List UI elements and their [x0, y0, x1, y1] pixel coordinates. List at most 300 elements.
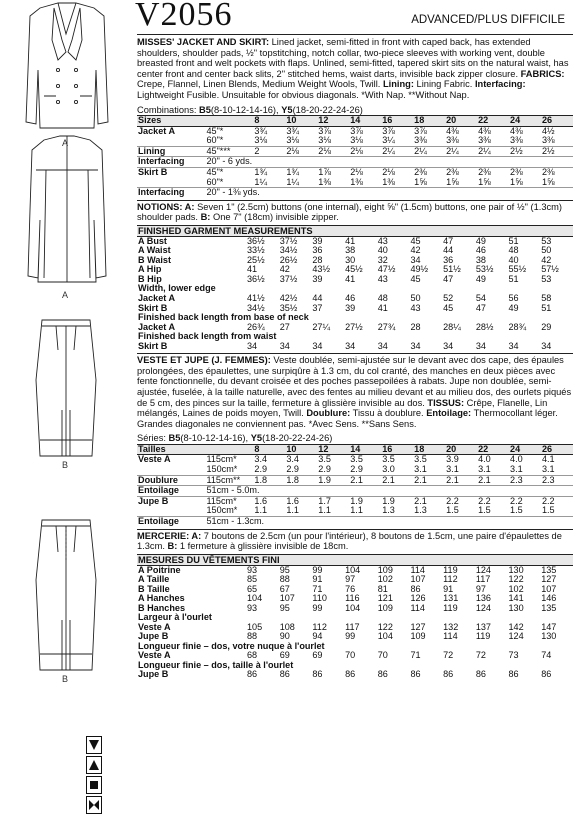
measurement-value: 45½	[345, 264, 363, 275]
measurement-value: 53½	[475, 264, 494, 275]
measurement-value: 119	[475, 631, 491, 642]
measurement-value: 39	[312, 235, 323, 246]
measurement-value: 50	[410, 293, 421, 303]
measurement-row	[137, 670, 573, 680]
measurement-value: 34	[410, 254, 421, 265]
skirt-back-drawing	[36, 520, 96, 670]
measurement-value: 107	[541, 583, 557, 594]
measurement-value: 116	[345, 593, 360, 604]
measurement-value: 28	[312, 254, 323, 265]
yardage-value: 3⅞	[382, 125, 395, 136]
measurement-value: 34	[279, 340, 290, 351]
measurement-value: 86	[541, 669, 552, 680]
measurement-value: 97	[345, 574, 356, 585]
yardage-value: 3.5	[318, 454, 331, 465]
measurement-value: 30	[345, 254, 356, 265]
measurement-value: 43	[377, 273, 388, 284]
measurement-value: 28	[410, 321, 421, 332]
longueur-nuque-title: Longueur finie – dos, votre nuque à l'ourlet	[138, 640, 325, 651]
measurement-value: 71	[410, 650, 421, 661]
measurement-value: 42	[279, 264, 290, 275]
triangle-down-icon	[86, 736, 102, 754]
metrage-table	[137, 444, 573, 527]
measurement-value: 70	[377, 650, 388, 661]
yardage-value: 2⅛	[349, 167, 381, 177]
measurement-value: 86	[410, 669, 421, 680]
measurement-row	[137, 265, 573, 275]
measurement-value: 43	[377, 235, 388, 246]
measurement-value: 117	[475, 574, 491, 585]
measurement-value: 37	[312, 302, 323, 313]
size-header-cell: 14	[349, 115, 381, 126]
size-header-cell: 8	[253, 115, 285, 126]
yardage-row	[137, 188, 573, 198]
measurement-value: 34	[475, 340, 486, 351]
measurement-value: 110	[312, 593, 327, 604]
measurement-row	[137, 342, 573, 352]
measurement-value: 37½	[279, 235, 298, 246]
measurement-value: 130	[541, 631, 557, 642]
measurement-label: A Waist	[138, 245, 171, 256]
measurement-value: 69	[279, 650, 290, 661]
yardage-value: 2½	[541, 146, 573, 157]
fabric-width: 45"*	[206, 125, 224, 136]
yardage-value: 2.9	[350, 463, 363, 474]
yardage-value: 3⅞	[350, 125, 363, 136]
measurement-value: 141	[508, 593, 524, 604]
yardage-value: 2.9	[318, 463, 331, 474]
yardage-value: 1.8	[253, 475, 285, 486]
yardage-row	[137, 486, 573, 497]
yardage-value: 4⅜	[446, 125, 459, 136]
measurement-value: 69	[312, 650, 323, 661]
pattern-number: V2056	[135, 0, 233, 33]
yardage-value: 2.1	[413, 475, 445, 486]
yardage-value: 3⅛	[286, 135, 299, 146]
finished-measurements-table	[137, 237, 573, 285]
measurement-value: 91	[443, 583, 454, 594]
measurement-value: 35½	[279, 302, 298, 313]
yardage-value: 1.3	[382, 505, 395, 516]
fabric-width: 45"***	[205, 146, 253, 157]
symbol-strip	[86, 736, 100, 816]
yardage-value: 1¾	[253, 167, 285, 177]
back-length-waist-title: Finished back length from waist	[138, 331, 277, 342]
yardage-value: 3⅞	[318, 125, 331, 136]
measurement-value: 46	[475, 245, 486, 256]
size-header-cell: 20	[445, 444, 477, 455]
yardage-value: 3.9	[446, 454, 459, 465]
yardage-row	[137, 506, 573, 516]
yardage-value: 2¼	[381, 146, 413, 157]
yardage-value: 2.3	[541, 475, 573, 486]
measurement-value: 73	[508, 650, 519, 661]
measurement-value: 55½	[508, 264, 527, 275]
measurement-value: 85	[247, 574, 258, 585]
row-label: Interfacing	[137, 157, 205, 168]
measurement-value: 107	[410, 574, 426, 585]
measurement-value: 117	[345, 621, 360, 632]
measurement-value: 49	[475, 273, 486, 284]
measurement-value: 86	[377, 669, 388, 680]
yardage-value: 3.0	[382, 463, 395, 474]
measurement-value: 53	[541, 235, 552, 246]
yardage-value: 2⅛	[381, 167, 413, 177]
size-header-cell	[205, 444, 253, 455]
measurement-value: 104	[345, 602, 361, 613]
size-header-cell: 18	[413, 115, 445, 126]
measurement-row	[137, 623, 573, 633]
measurement-value: 121	[377, 593, 393, 604]
measurement-value: 34	[508, 340, 519, 351]
measurement-value: 86	[247, 669, 258, 680]
yardage-value: 1⅜	[382, 176, 395, 187]
measurement-value: 25½	[247, 254, 265, 265]
yardage-value: 3.1	[510, 463, 523, 474]
yardage-value: 3.4	[286, 454, 299, 465]
yardage-value: 1.5	[446, 505, 459, 516]
measurement-value: 47	[443, 235, 454, 246]
yardage-value: 4⅜	[510, 125, 523, 136]
measurement-value: 71	[312, 583, 323, 594]
row-label	[137, 136, 205, 146]
size-header-cell: 12	[317, 444, 349, 455]
yardage-value: 3.1	[446, 463, 459, 474]
measurement-value: 36½	[247, 273, 265, 284]
measurement-value: 109	[377, 564, 393, 575]
measurement-value: 130	[508, 564, 524, 575]
yardage-value: 4.0	[510, 454, 523, 465]
longueur-taille-table	[137, 670, 573, 680]
fabric-width: 20" - 1⅜ yds.	[205, 188, 573, 198]
row-label: Interfacing	[137, 188, 205, 198]
measurement-value: 86	[443, 669, 454, 680]
size-header-cell: 8	[253, 444, 285, 455]
yardage-value: 1⅞	[317, 167, 349, 177]
yardage-value: 2⅜	[477, 167, 509, 177]
measurement-value: 102	[508, 583, 524, 594]
measurement-value: 124	[508, 631, 524, 642]
yardage-value: 3⅜	[510, 135, 523, 146]
fabric-width: 60"*	[206, 176, 224, 187]
yardage-value: 3.1	[478, 463, 491, 474]
yardage-value: 1⅝	[414, 176, 427, 187]
yardage-value: 2.9	[286, 463, 299, 474]
measurement-label: Jacket A	[138, 321, 176, 332]
yardage-value: 3.1	[414, 463, 427, 474]
largeur-title: Largeur à l'ourlet	[138, 612, 212, 623]
measurement-value: 44	[443, 245, 454, 256]
yardage-value: 2.2	[445, 496, 477, 506]
yardage-value: 2¼	[413, 146, 445, 157]
yardage-table	[137, 115, 573, 198]
measurement-value: 26¾	[247, 321, 265, 332]
measurement-value: 127	[541, 574, 557, 585]
yardage-value: 1⅝	[446, 176, 459, 187]
mesures-table	[137, 566, 573, 614]
measurement-value: 49½	[410, 264, 429, 275]
yardage-value: 1.8	[285, 475, 317, 486]
measurement-value: 36	[443, 254, 454, 265]
measurement-value: 142	[508, 621, 524, 632]
technical-drawings	[0, 0, 132, 812]
measurement-value: 27	[279, 321, 290, 332]
yardage-value: 2.2	[541, 496, 573, 506]
measurement-value: 135	[541, 564, 557, 575]
fabric-width: 115cm*	[205, 496, 253, 506]
measurement-label: A Poitrine	[138, 564, 181, 575]
measurement-value: 104	[345, 564, 361, 575]
measurement-value: 146	[541, 593, 557, 604]
yardage-value: 3¾	[286, 125, 299, 136]
measurement-value: 124	[475, 602, 491, 613]
yardage-value: 1⅝	[510, 176, 523, 187]
measurement-value: 65	[247, 583, 258, 594]
measurement-value: 86	[410, 583, 421, 594]
measurement-value: 51	[541, 302, 552, 313]
row-label: Jacket A	[138, 125, 176, 136]
yardage-value: 1¼	[286, 176, 299, 187]
fabric-width: 150cm*	[206, 463, 238, 474]
yardage-value: 3.5	[382, 454, 395, 465]
measurement-value: 109	[377, 602, 393, 613]
yardage-value: 1.9	[381, 496, 413, 506]
yardage-value: 3.5	[414, 454, 427, 465]
measurement-value: 47½	[377, 264, 396, 275]
measurement-value: 56	[508, 293, 519, 303]
fabric-width: 115cm**	[205, 475, 253, 486]
yardage-row	[137, 465, 573, 475]
measurement-value: 34	[410, 340, 421, 351]
jacket-front-drawing	[26, 3, 108, 128]
skirt-front-label: B	[62, 460, 69, 470]
yardage-value: 1⅝	[478, 176, 491, 187]
yardage-value: 3.1	[541, 463, 555, 474]
skirt-front-drawing	[36, 320, 96, 456]
yardage-value: 2¼	[445, 146, 477, 157]
measurement-label: A Bust	[138, 235, 167, 246]
size-header-cell: 16	[381, 115, 413, 126]
measurement-value: 47	[475, 302, 486, 313]
measurement-value: 95	[279, 564, 290, 575]
measurement-value: 48	[377, 293, 388, 303]
yardage-value: 2⅜	[413, 167, 445, 177]
yardage-value: 1¼	[254, 176, 268, 187]
yardage-value: 1.5	[541, 505, 555, 516]
measurement-value: 102	[377, 574, 393, 585]
measurement-value: 39	[312, 273, 323, 284]
measurement-label: A Taille	[138, 574, 170, 585]
measurement-label: Skirt B	[138, 340, 168, 351]
measurement-label: A Hanches	[138, 593, 185, 604]
yardage-value: 1.6	[253, 496, 285, 506]
yardage-value: 2.1	[477, 475, 509, 486]
measurement-value: 37½	[279, 273, 298, 284]
yardage-value: 2⅜	[509, 167, 541, 177]
measurement-value: 132	[443, 621, 459, 632]
measurement-row	[137, 294, 573, 304]
combinations-line: Combinations: B5(8-10-12-14-16), Y5(18-20-22-24-26)	[137, 104, 363, 115]
measurement-value: 81	[377, 583, 388, 594]
fabric-width: 51cm - 5.0m.	[205, 486, 573, 497]
row-label: Entoilage	[137, 516, 205, 526]
measurement-value: 26½	[279, 254, 298, 265]
english-description: MISSES' JACKET AND SKIRT: Lined jacket, semi-fitted in front with caped back, has extended shoulders, shoulder pads, ½" topstitching, notch collar, two-piece sleeves with working vent, double breasted front and welt pockets with flaps. Unlined, semi-fitted, tapered skirt sits on the natural waist, has center front and center back slits, 2" stitched hems, waist darts, invisible back zipper closure. FABRICS: Crepe, Flannel, Linen Blends, Medium Weight Wools, Twill. Lining: Lining Fabric. Interfacing: Lightweight Fusible. Unsuitable for obvious diagonals. *With Nap. **Without Nap.	[137, 37, 569, 100]
width-lower-edge-table	[137, 294, 573, 313]
yardage-value: 3.4	[254, 454, 268, 465]
yardage-value: 3¾	[254, 125, 268, 136]
measurement-value: 51	[508, 273, 519, 284]
measurement-value: 93	[247, 602, 258, 613]
row-label: Skirt B	[137, 167, 205, 177]
measurement-value: 122	[377, 621, 393, 632]
measurement-value: 39	[345, 302, 356, 313]
measurement-label: A Hip	[138, 264, 162, 275]
yardage-row	[137, 146, 573, 157]
measurement-value: 131	[443, 593, 459, 604]
yardage-row	[137, 516, 573, 526]
measurement-value: 41	[247, 264, 258, 275]
back-length-neck-title: Finished back length from base of neck	[138, 312, 309, 322]
measurement-label: Jacket A	[138, 293, 176, 303]
fabric-width: 60"*	[206, 135, 224, 146]
yardage-value: 2.1	[413, 496, 445, 506]
yardage-value: 4.1	[541, 454, 555, 465]
row-label: Entoilage	[137, 486, 205, 497]
measurement-label: B Hip	[138, 273, 162, 284]
measurement-row	[137, 237, 573, 247]
measurement-value: 42½	[279, 293, 298, 303]
yardage-value: 3⅜	[478, 135, 491, 146]
measurement-value: 86	[312, 669, 323, 680]
yardage-value: 2.9	[254, 463, 268, 474]
measurement-value: 28¼	[443, 321, 461, 332]
envelope-text	[137, 0, 573, 680]
fabric-width: 51cm - 1.3cm.	[205, 516, 573, 526]
measurement-value: 49	[475, 235, 486, 246]
measurement-row	[137, 575, 573, 585]
measurement-value: 67	[279, 583, 290, 594]
measurement-value: 114	[443, 631, 458, 642]
size-header-cell: 24	[509, 444, 541, 455]
size-header-cell: 14	[349, 444, 381, 455]
measurement-value: 38	[345, 245, 356, 256]
yardage-value: 1⅜	[350, 176, 363, 187]
yardage-row	[137, 475, 573, 486]
measurement-value: 33½	[247, 245, 265, 256]
yardage-value: 1.1	[286, 505, 299, 516]
size-header-row	[137, 115, 573, 126]
measurement-value: 47	[443, 273, 454, 284]
measurement-value: 34	[377, 340, 388, 351]
yardage-value: 1.9	[349, 496, 381, 506]
finished-measurements-title: FINISHED GARMENT MEASUREMENTS	[137, 225, 573, 237]
yardage-value: 2⅛	[317, 146, 349, 157]
measurement-row	[137, 246, 573, 256]
yardage-value: 1.1	[350, 505, 363, 516]
measurement-value: 86	[279, 669, 290, 680]
yardage-value: 1⅜	[318, 176, 331, 187]
measurement-value: 53	[541, 273, 552, 284]
measurement-value: 126	[410, 593, 426, 604]
yardage-value: 2.1	[349, 475, 381, 486]
measurement-value: 58	[541, 293, 552, 303]
yardage-value: 2⅜	[541, 167, 573, 177]
measurement-value: 90	[279, 631, 290, 642]
yardage-row	[137, 178, 573, 188]
row-label: Jupe B	[137, 496, 205, 506]
measurement-label: Skirt B	[138, 302, 168, 313]
measurement-value: 29	[541, 321, 552, 332]
measurement-value: 105	[247, 621, 263, 632]
measurement-value: 40	[508, 254, 519, 265]
measurement-value: 114	[410, 602, 425, 613]
measurement-value: 41	[345, 235, 356, 246]
size-header-cell: 12	[317, 115, 349, 126]
measurement-label: Veste A	[138, 621, 171, 632]
measurement-value: 119	[443, 564, 458, 575]
fabric-width: 45"*	[205, 167, 253, 177]
measurement-value: 97	[475, 583, 486, 594]
measurement-value: 104	[377, 631, 393, 642]
largeur-table	[137, 623, 573, 642]
measurement-label: Veste A	[138, 650, 171, 661]
measurement-value: 34½	[247, 302, 265, 313]
size-header-cell: 16	[381, 444, 413, 455]
measurement-value: 44	[312, 293, 323, 303]
measurement-value: 94	[312, 631, 323, 642]
size-header-cell: 26	[541, 115, 573, 126]
yardage-value: 3.5	[350, 454, 363, 465]
series-line: Séries: B5(8-10-12-14-16), Y5(18-20-22-24-26)	[137, 433, 333, 444]
measurement-value: 34	[312, 340, 323, 351]
measurement-value: 122	[508, 574, 524, 585]
fabric-width: 150cm*	[206, 505, 238, 516]
measurement-value: 45	[410, 235, 421, 246]
measurement-value: 119	[443, 602, 458, 613]
measurement-value: 57½	[541, 264, 559, 275]
measurement-value: 34½	[279, 245, 298, 256]
size-header-cell: 10	[285, 444, 317, 455]
row-label	[137, 506, 205, 516]
measurement-value: 41½	[247, 293, 265, 303]
measurement-value: 91	[312, 574, 323, 585]
french-mercerie: MERCERIE: A: 7 boutons de 2.5cm (un pour l'intérieur), 8 boutons de 1.5cm, une paire d'épaulettes de 1.3cm. B: 1 fermeture à glissière invisible de 18cm.	[137, 529, 573, 552]
measurement-value: 50	[541, 245, 552, 256]
measurement-value: 54	[475, 293, 486, 303]
size-header-cell: 22	[477, 444, 509, 455]
measurement-value: 27¾	[377, 321, 396, 332]
measurement-value: 135	[541, 602, 557, 613]
measurement-value: 41	[377, 302, 388, 313]
yardage-value: 3⅛	[350, 135, 363, 146]
yardage-row	[137, 136, 573, 146]
yardage-value: 1¾	[285, 167, 317, 177]
size-header-cell: 22	[477, 115, 509, 126]
garment-line-drawings	[0, 0, 132, 812]
measurement-value: 112	[312, 621, 327, 632]
yardage-value: 3⅜	[446, 135, 459, 146]
measurement-value: 136	[475, 593, 491, 604]
yardage-value: 2¼	[477, 146, 509, 157]
measurement-value: 108	[279, 621, 295, 632]
longueur-taille-title: Longueur finie – dos, taille à l'ourlet	[138, 659, 294, 670]
measurement-value: 36½	[247, 235, 265, 246]
measurement-value: 137	[475, 621, 491, 632]
measurement-value: 99	[312, 564, 323, 575]
measurement-value: 112	[443, 574, 458, 585]
yardage-value: 1⅝	[541, 176, 555, 187]
